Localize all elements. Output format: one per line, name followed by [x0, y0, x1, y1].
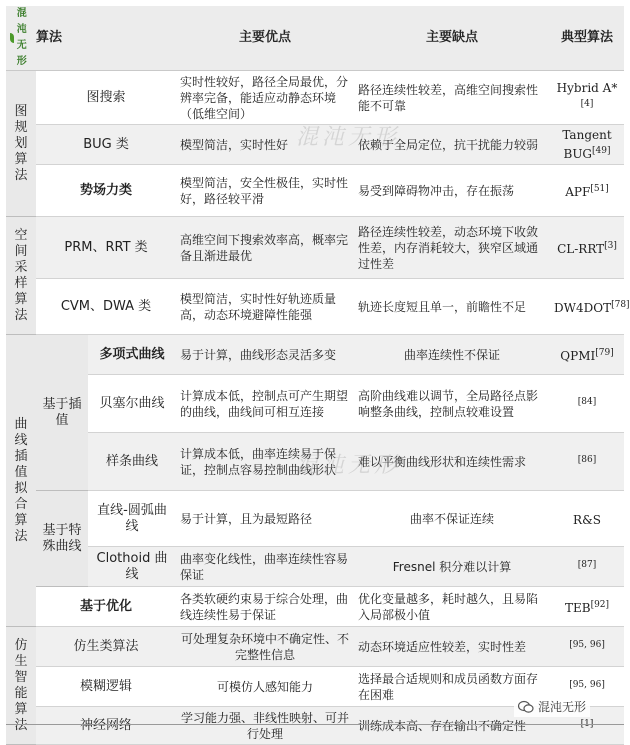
- algorithm-name: 神经网络: [36, 707, 176, 745]
- algorithm-name: PRM、RRT 类: [36, 217, 176, 279]
- footer-badge: [514, 696, 590, 717]
- category-sampling: 空间采样算法: [6, 217, 36, 335]
- watermark: 混沌无形: [296, 125, 401, 150]
- table-row: [6, 279, 624, 335]
- advantage-text: 各类软硬约束易于综合处理，曲线连续性易于保证: [176, 587, 354, 627]
- disadvantage-text: 路径连续性较差，动态环境下收敛性差，内存消耗较大，狭窄区域通过性差: [354, 217, 550, 279]
- table-row: [6, 217, 624, 279]
- category-graph: 图规划算法: [6, 71, 36, 217]
- table-row: [6, 433, 624, 491]
- example-cell: CL-RRT[3]: [550, 217, 624, 279]
- disadvantage-text: 依赖于全局定位，抗干扰能力较弱: [354, 125, 550, 165]
- example-cell: [550, 627, 624, 667]
- advantage-text: 易于计算，且为最短路径: [176, 491, 354, 547]
- advantage-text: 可模仿人感知能力: [176, 667, 354, 707]
- leaf-logo-icon: [10, 33, 14, 43]
- algorithm-name: 基于优化: [36, 587, 176, 627]
- reference: [86]: [577, 455, 597, 465]
- table-row: [6, 587, 624, 627]
- reference: [49]: [592, 146, 611, 156]
- example-cell: Tangent BUG[49]: [550, 125, 624, 165]
- advantage-text: 可处理复杂环境中不确定性、不完整性信息: [176, 627, 354, 667]
- table-row: [6, 125, 624, 165]
- reference: [4]: [580, 99, 594, 109]
- table-row: [6, 547, 624, 587]
- reference: [51]: [590, 184, 609, 194]
- logo-cell: [6, 6, 36, 71]
- disadvantage-text: 选择最合适规则和成员函数方面存在困难: [354, 667, 550, 707]
- advantage-text: 模型简洁，实时性好轨迹质量高，动态环境避障性能强: [176, 279, 354, 335]
- reference: [78]: [611, 300, 630, 310]
- disadvantage-text: 动态环境适应性较差，实时性差: [354, 627, 550, 667]
- bottom-divider: [6, 724, 624, 737]
- advantage-text: 实时性较好，路径全局最优，分辨率完备，能适应动静态环境（低维空间）: [176, 71, 354, 125]
- reference: [95, 96]: [569, 640, 605, 650]
- table-row: [6, 165, 624, 217]
- table-header-row: [6, 6, 624, 71]
- algorithm-name: 模糊逻辑: [36, 667, 176, 707]
- disadvantage-text: 曲率不保证连续: [354, 491, 550, 547]
- example-cell: [550, 433, 624, 491]
- algorithm-name: 多项式曲线: [88, 335, 176, 375]
- disadvantage-text: 易受到障碍物冲击，存在振荡: [354, 165, 550, 217]
- watermark: 混沌无形: [296, 453, 401, 478]
- example-cell: Hybrid A*[4]: [550, 71, 624, 125]
- category-bionic: 仿生智能算法: [6, 627, 36, 745]
- table-row: [6, 491, 624, 547]
- reference: [84]: [577, 397, 597, 407]
- example-cell: TEB[92]: [550, 587, 624, 627]
- header-advantages: 主要优点: [176, 6, 354, 71]
- category-curve: 曲线插值拟合算法: [6, 335, 36, 627]
- algorithm-table-container: [6, 6, 630, 745]
- algorithm-name: 图搜索: [36, 71, 176, 125]
- table-row: [6, 335, 624, 375]
- disadvantage-text: 轨迹长度短且单一，前瞻性不足: [354, 279, 550, 335]
- example-cell: DW4DOT[78]: [550, 279, 624, 335]
- example-cell: APF[51]: [550, 165, 624, 217]
- disadvantage-text: 训练成本高、存在输出不确定性: [354, 707, 550, 745]
- logo: 混沌无形: [10, 6, 32, 70]
- reference: [92]: [590, 600, 610, 610]
- reference: [3]: [604, 241, 617, 251]
- advantage-text: 模型简洁，安全性极佳，实时性好，路径较平滑: [176, 165, 354, 217]
- advantage-text: 高维空间下搜索效率高，概率完备且渐进最优: [176, 217, 354, 279]
- advantage-text: 计算成本低，控制点可产生期望的曲线，曲线间可相互连接: [176, 375, 354, 433]
- example-cell: [550, 547, 624, 587]
- disadvantage-text: 难以平衡曲线形状和连续性需求: [354, 433, 550, 491]
- algorithm-name: 直线-圆弧曲线: [88, 491, 176, 547]
- header-algorithm: 算法: [36, 6, 176, 71]
- header-disadvantages: 主要缺点: [354, 6, 550, 71]
- algorithm-name: 势场力类: [36, 165, 176, 217]
- algorithm-comparison-table: [6, 6, 630, 745]
- algorithm-name: 贝塞尔曲线: [88, 375, 176, 433]
- example-cell: QPMI[79]: [550, 335, 624, 375]
- advantage-text: 学习能力强、非线性映射、可并行处理: [176, 707, 354, 745]
- disadvantage-text: 曲率连续性不保证: [354, 335, 550, 375]
- algorithm-name: Clothoid 曲线: [88, 547, 176, 587]
- advantage-text: 易于计算，曲线形态灵活多变: [176, 335, 354, 375]
- reference: [79]: [595, 348, 614, 358]
- footer-badge-text: 混沌无形: [538, 700, 587, 714]
- algorithm-name: CVM、DWA 类: [36, 279, 176, 335]
- header-examples: 典型算法: [550, 6, 624, 71]
- algorithm-name: BUG 类: [36, 125, 176, 165]
- reference: [87]: [577, 560, 597, 570]
- advantage-text: 计算成本低，曲率连续易于保证，控制点容易控制曲线形状: [176, 433, 354, 491]
- table-row: [6, 71, 624, 125]
- advantage-text: 模型简洁，实时性好: [176, 125, 354, 165]
- algorithm-name: 样条曲线: [88, 433, 176, 491]
- wechat-icon: [518, 700, 534, 714]
- algorithm-name: 仿生类算法: [36, 627, 176, 667]
- table-row: [6, 375, 624, 433]
- subcategory-special: 基于特殊曲线: [36, 491, 88, 587]
- advantage-text: 曲率变化线性，曲率连续性容易保证: [176, 547, 354, 587]
- reference: [95, 96]: [569, 680, 605, 690]
- disadvantage-text: 高阶曲线难以调节，全局路径点影响整条曲线，控制点较难设置: [354, 375, 550, 433]
- disadvantage-text: 路径连续性较差，高维空间搜索性能不可靠: [354, 71, 550, 125]
- disadvantage-text: 优化变量越多，耗时越久，且易陷入局部极小值: [354, 587, 550, 627]
- disadvantage-text: Fresnel 积分难以计算: [354, 547, 550, 587]
- table-row: [6, 627, 624, 667]
- subcategory-interp: 基于插值: [36, 335, 88, 491]
- example-cell: [550, 375, 624, 433]
- example-cell: R&S: [550, 491, 624, 547]
- reference: [1]: [580, 719, 594, 729]
